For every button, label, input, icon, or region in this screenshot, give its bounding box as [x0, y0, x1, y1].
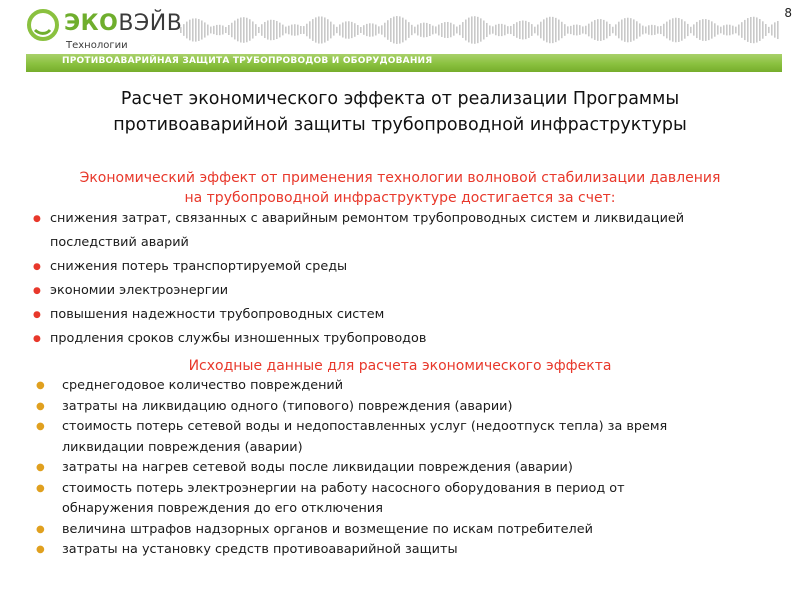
wave-bar — [192, 19, 194, 42]
wave-bar — [228, 25, 230, 35]
list-item — [32, 520, 772, 541]
bullet-icon: ● — [36, 544, 45, 555]
wave-bar — [402, 18, 404, 43]
wave-bar — [735, 27, 737, 34]
wave-bar — [468, 18, 470, 43]
section1-heading-line-2: на трубопроводной инфраструктуре достигается за счет: — [184, 190, 616, 206]
wave-bar — [552, 17, 554, 43]
wave-bar — [297, 25, 299, 36]
wave-bar — [579, 25, 581, 35]
wave-bar — [273, 20, 275, 40]
list-item-text: повышения надежности трубопроводных систем — [50, 307, 385, 322]
wave-bar — [492, 26, 494, 33]
wave-bar — [465, 20, 467, 41]
wave-bar — [342, 23, 344, 38]
wave-bar — [315, 17, 317, 42]
wave-bar — [384, 23, 386, 38]
wave-bar — [189, 20, 191, 41]
wave-bar — [591, 22, 593, 39]
wave-bar — [399, 16, 401, 43]
wave-bar — [561, 22, 563, 38]
wave-bar — [525, 21, 527, 39]
list-item — [32, 376, 772, 397]
logo-name-part2: ВЭЙВ — [118, 11, 183, 36]
wave-bar — [621, 20, 623, 41]
section1-list — [32, 207, 772, 351]
wave-bar — [291, 25, 293, 36]
wave-bar — [210, 27, 212, 34]
wave-bar — [648, 25, 650, 34]
wave-bar — [483, 20, 485, 39]
wave-bar — [519, 21, 521, 39]
logo-subtitle: Технологии — [66, 40, 128, 51]
wave-bar — [255, 24, 257, 36]
logo-swirl-icon — [26, 8, 60, 42]
wave-bar — [528, 22, 530, 38]
wave-bar — [681, 19, 683, 40]
list-item-text: среднегодовое количество повреждений — [62, 378, 344, 393]
wave-bar — [195, 18, 197, 41]
wave-bar — [507, 26, 509, 34]
wave-bar — [267, 20, 269, 39]
wave-bar — [312, 19, 314, 41]
bullet-icon: ● — [36, 380, 45, 391]
wave-bar — [588, 24, 590, 37]
wave-bar — [600, 19, 602, 41]
wave-bar — [423, 23, 425, 38]
wave-bar — [453, 24, 455, 35]
wave-bar — [309, 21, 311, 38]
logo-name — [64, 11, 182, 36]
list-item — [32, 479, 772, 520]
list-item — [32, 255, 772, 279]
wave-bar — [750, 17, 752, 43]
section1-heading — [30, 168, 770, 208]
wave-bar — [372, 23, 374, 36]
wave-bar — [666, 22, 668, 39]
wave-bar — [504, 25, 506, 36]
wave-bar — [288, 26, 290, 35]
wave-bar — [243, 17, 245, 43]
list-item-text: продления сроков службы изношенных трубопроводов — [50, 331, 427, 346]
title-line-1: Расчет экономического эффекта от реализации Программы — [120, 89, 680, 109]
list-item-text: затраты на ликвидацию одного (типового) повреждения (аварии) — [62, 398, 513, 414]
wave-bar — [762, 21, 764, 38]
wave-bar — [237, 19, 239, 42]
wave-bar — [618, 22, 620, 39]
wave-bar — [327, 19, 329, 41]
wave-bar — [543, 19, 545, 40]
wave-bar — [330, 22, 332, 39]
wave-bar — [615, 24, 617, 35]
wave-bar — [720, 27, 722, 34]
bullet-icon: ● — [33, 286, 41, 296]
wave-bar — [633, 19, 635, 40]
wave-bar — [411, 25, 413, 35]
section2-heading: Исходные данные для расчета экономического эффекта — [188, 358, 612, 374]
wave-bar — [240, 18, 242, 43]
wave-bar — [441, 23, 443, 37]
wave-bar — [426, 23, 428, 37]
bullet-icon: ● — [36, 400, 45, 412]
wave-bar — [609, 24, 611, 36]
wave-bar — [576, 25, 578, 36]
list-item-text: затраты на установку средств противоаварийной защиты — [62, 542, 458, 557]
company-logo — [26, 8, 186, 60]
wave-bar — [459, 25, 461, 35]
wave-bar — [279, 23, 281, 38]
list-item-text: экономии электроэнергии — [50, 283, 229, 298]
wave-bar — [303, 26, 305, 34]
wave-bar — [471, 16, 473, 43]
wave-bar — [444, 22, 446, 38]
wave-bar — [753, 17, 755, 44]
wave-bar — [408, 22, 410, 38]
wave-bar — [321, 16, 323, 43]
wave-bar — [204, 22, 206, 37]
wave-bar — [213, 26, 215, 34]
wave-bar — [765, 24, 767, 36]
wave-bar — [756, 17, 758, 42]
wave-bar — [642, 26, 644, 35]
wave-bar — [678, 18, 680, 42]
bullet-icon: ● — [36, 523, 45, 535]
wave-bar — [252, 21, 254, 38]
wave-bar — [690, 27, 692, 33]
wave-bar — [231, 23, 233, 37]
wave-bar — [501, 24, 503, 36]
wave-bar — [351, 22, 353, 38]
bullet-icon: ● — [33, 310, 41, 320]
wave-bar — [381, 25, 383, 34]
wave-bar — [696, 22, 698, 38]
wave-bar — [675, 18, 677, 43]
wave-bar — [222, 26, 224, 35]
wave-bar — [261, 24, 263, 36]
wave-bar — [345, 21, 347, 38]
wave-bar — [744, 20, 746, 40]
wave-bar — [537, 24, 539, 35]
list-item-text: затраты на нагрев сетевой воды после ликвидации повреждения (аварии) — [62, 460, 573, 475]
wave-bar — [477, 17, 479, 43]
wave-bar — [360, 27, 362, 33]
wave-bar — [531, 24, 533, 36]
wave-bar — [654, 25, 656, 35]
wave-bar — [705, 19, 707, 41]
wave-bar — [339, 24, 341, 35]
wave-bar — [234, 21, 236, 40]
wave-bar — [285, 27, 287, 34]
wave-bar — [549, 17, 551, 43]
list-item — [32, 207, 772, 255]
wave-bar — [711, 21, 713, 38]
wave-bar — [630, 18, 632, 42]
wave-bar — [582, 26, 584, 33]
wave-bar — [612, 27, 614, 34]
wave-bar — [660, 26, 662, 34]
wave-bar — [375, 25, 377, 36]
wave-bar — [378, 26, 380, 33]
wave-bar — [516, 22, 518, 38]
list-item — [32, 279, 772, 303]
wave-bar — [546, 18, 548, 43]
wave-bar — [657, 26, 659, 33]
wave-bar — [636, 21, 638, 38]
wave-bar — [771, 24, 773, 35]
wave-bar — [198, 19, 200, 41]
wave-bar — [249, 19, 251, 41]
bullet-icon: ● — [33, 262, 41, 272]
wave-bar — [777, 21, 779, 39]
wave-bar — [414, 27, 416, 34]
wave-bar — [282, 25, 284, 36]
section1-heading-line-1: Экономический эффект от применения технологии волновой стабилизации давления — [79, 170, 721, 186]
list-item-text-cont: ликвидации повреждения (аварии) — [62, 439, 303, 455]
wave-bar — [603, 20, 605, 40]
wave-bar — [432, 26, 434, 35]
wave-bar — [264, 22, 266, 38]
wave-bar — [717, 25, 719, 34]
section2-list — [32, 376, 772, 561]
wave-bar — [435, 26, 437, 33]
wave-bar — [363, 25, 365, 35]
wave-bar — [405, 20, 407, 41]
title-line-2: противоаварийной защиты трубопроводной инфраструктуры — [113, 115, 687, 135]
wave-bar — [699, 20, 701, 40]
wave-bar — [684, 21, 686, 38]
wave-bar — [639, 23, 641, 36]
wave-bar — [564, 24, 566, 36]
wave-bar — [474, 16, 476, 44]
wave-bar — [480, 18, 482, 41]
wave-bar — [246, 18, 248, 42]
wave-bar — [462, 22, 464, 38]
wave-bar — [294, 24, 296, 36]
wave-bar — [318, 16, 320, 43]
wave-bar — [729, 25, 731, 36]
wave-bar — [606, 22, 608, 39]
wave-bar — [558, 20, 560, 41]
list-item-text-cont: последствий аварий — [50, 235, 189, 250]
wave-bar — [336, 27, 338, 33]
wave-bar — [333, 24, 335, 35]
wave-bar — [693, 24, 695, 35]
wave-bar — [300, 26, 302, 34]
list-item-text-cont: обнаружения повреждения до его отключения — [62, 501, 383, 516]
wave-bar — [417, 25, 419, 36]
list-item — [32, 397, 772, 418]
wave-bar — [570, 26, 572, 34]
wave-bar — [387, 20, 389, 40]
wave-bar — [555, 18, 557, 42]
wave-bar — [354, 23, 356, 37]
wave-bar — [687, 24, 689, 36]
list-item — [32, 540, 772, 561]
wave-bar — [672, 18, 674, 41]
wave-bar — [306, 24, 308, 37]
wave-bar — [276, 21, 278, 39]
wave-bar — [270, 20, 272, 41]
wave-bar — [669, 20, 671, 41]
wave-bar — [447, 22, 449, 38]
wave-bar — [207, 25, 209, 36]
bullet-icon: ● — [36, 482, 45, 494]
wave-bar — [357, 25, 359, 35]
list-item — [32, 327, 772, 351]
wave-bar — [522, 20, 524, 39]
wave-bar — [726, 25, 728, 36]
wave-bar — [663, 24, 665, 36]
wave-bar — [759, 19, 761, 41]
wave-bar — [201, 20, 203, 39]
wave-bar — [258, 27, 260, 33]
list-item — [32, 303, 772, 327]
list-item-text: снижения затрат, связанных с аварийным ремонтом трубопроводных систем и ликвидацией — [50, 211, 685, 226]
wave-bar — [540, 22, 542, 39]
wave-bar — [741, 22, 743, 38]
wave-bar — [627, 18, 629, 43]
wave-bar — [450, 23, 452, 38]
wave-bar — [534, 27, 536, 34]
wave-bar — [456, 27, 458, 34]
header-banner — [26, 54, 782, 72]
list-item-text: стоимость потерь электроэнергии на работу насосного оборудования в период от — [62, 480, 625, 496]
bullet-icon: ● — [36, 421, 45, 432]
wave-bar — [702, 19, 704, 41]
wave-bar — [369, 23, 371, 36]
wave-bar — [723, 25, 725, 34]
wave-bar — [774, 22, 776, 37]
wave-bar — [219, 25, 221, 35]
wave-bar — [495, 25, 497, 36]
wave-bar — [714, 23, 716, 36]
wave-bar — [585, 26, 587, 35]
wave-bar — [429, 24, 431, 36]
bullet-icon: ● — [33, 214, 41, 224]
wave-bar — [738, 25, 740, 36]
list-item-text: снижения потерь транспортируемой среды — [50, 259, 348, 274]
wave-bar — [366, 24, 368, 36]
bullet-icon: ● — [33, 334, 41, 344]
wave-bar — [498, 24, 500, 36]
wave-bar — [573, 25, 575, 35]
list-item-text: стоимость потерь сетевой воды и недопоставленных услуг (недоотпуск тепла) за время — [62, 419, 668, 434]
wave-bar — [225, 27, 227, 33]
wave-bar — [747, 18, 749, 42]
wave-bar — [486, 23, 488, 37]
wave-bar — [594, 20, 596, 40]
wave-bar — [513, 24, 515, 36]
wave-bar — [645, 27, 647, 34]
wave-bar — [186, 22, 188, 39]
wave-bar — [489, 25, 491, 34]
bullet-icon: ● — [36, 462, 45, 473]
wave-bar — [438, 25, 440, 36]
logo-name-part1: ЭКО — [64, 11, 119, 36]
wave-bar — [393, 17, 395, 44]
wave-bar — [420, 23, 422, 37]
wave-bar — [768, 27, 770, 33]
wave-bar — [348, 21, 350, 39]
slide-title — [40, 86, 760, 138]
wave-bar — [216, 25, 218, 35]
wave-bar — [324, 17, 326, 42]
list-item — [32, 458, 772, 479]
wave-bar — [396, 16, 398, 44]
wave-bar — [390, 18, 392, 42]
wave-bar — [597, 19, 599, 41]
wave-bar — [567, 26, 569, 33]
banner-text: ПРОТИВОАВАРИЙНАЯ ЗАЩИТА ТРУБОПРОВОДОВ И ОБОРУДОВАНИЯ — [62, 56, 433, 66]
wave-bar — [624, 18, 626, 42]
page-number: 8 — [784, 6, 792, 20]
list-item-text: величина штрафов надзорных органов и возмещение по искам потребителей — [62, 521, 593, 537]
list-item — [32, 417, 772, 458]
wave-bar — [510, 26, 512, 34]
wave-bar — [651, 25, 653, 35]
wave-bar — [732, 26, 734, 35]
wave-bar — [708, 20, 710, 40]
